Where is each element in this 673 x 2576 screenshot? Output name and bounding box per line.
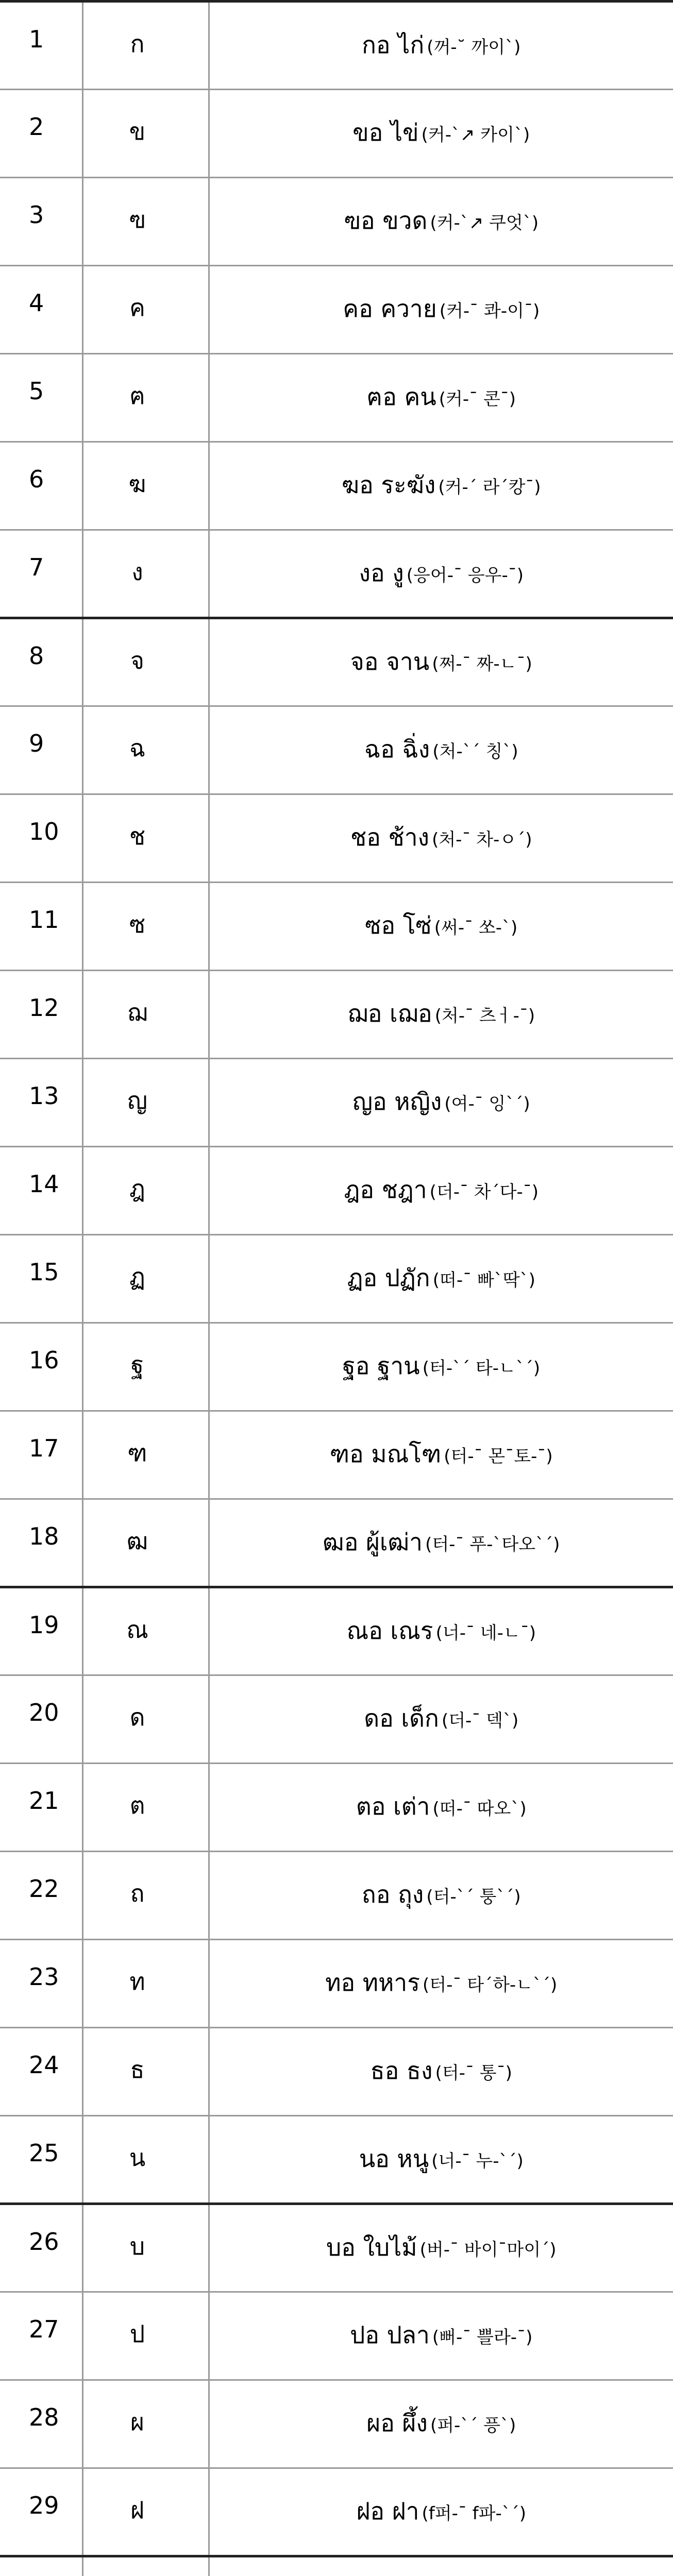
- letter-name-thai: ฆอ ระฆัง: [341, 471, 436, 499]
- row-number: 14: [0, 1147, 82, 1235]
- thai-letter: ฅ: [82, 354, 209, 442]
- thai-letter: จ: [82, 618, 209, 706]
- consonant-row: [0, 1059, 673, 1147]
- letter-name-thai: ฎอ ชฎา: [344, 1176, 427, 1204]
- letter-name-cell: [209, 354, 673, 442]
- consonant-row: [0, 618, 673, 706]
- row-number: 23: [0, 1940, 82, 2028]
- row-number: 22: [0, 1852, 82, 1940]
- letter-pronunciation-korean: (쩌-¯ 짜-ㄴ¯): [432, 654, 532, 674]
- thai-letter: ฏ: [82, 1235, 209, 1323]
- row-number: 3: [0, 178, 82, 266]
- letter-name-cell: [209, 2292, 673, 2380]
- letter-pronunciation-korean: (응어-¯ 응우-¯): [406, 565, 524, 586]
- letter-pronunciation-korean: (퍼-`´ 픙`): [430, 2415, 516, 2436]
- thai-letter: ถ: [82, 1852, 209, 1940]
- letter-pronunciation-korean: (터-¯ 몬¯토-¯): [444, 1446, 553, 1467]
- letter-name-cell: [209, 2, 673, 90]
- letter-name-thai: ตอ เต่า: [356, 1792, 430, 1820]
- consonant-row: [0, 178, 673, 266]
- letter-name-cell: [209, 2116, 673, 2204]
- letter-pronunciation-korean: (더-¯ 덱`): [441, 1710, 519, 1731]
- letter-name-thai: ฌอ เฌอ: [347, 999, 432, 1027]
- consonant-row: [0, 2292, 673, 2380]
- letter-pronunciation-korean: (너-¯ 네-ㄴ¯): [435, 1623, 536, 1643]
- letter-pronunciation-korean: (떠-¯ 빠`딱`): [432, 1270, 535, 1291]
- row-number: 10: [0, 794, 82, 883]
- letter-name-thai: ปอ ปลา: [350, 2321, 430, 2349]
- thai-letter: ฐ: [82, 1323, 209, 1411]
- letter-pronunciation-korean: (커-¯ 콘¯): [439, 389, 516, 410]
- thai-letter: ช: [82, 794, 209, 883]
- letter-name-thai: ธอ ธง: [370, 2057, 433, 2084]
- letter-pronunciation-korean: (f퍼-¯ f파-`´): [422, 2503, 527, 2524]
- letter-name-thai: ทอ ทหาร: [325, 1969, 420, 1996]
- letter-name-cell: [209, 2380, 673, 2468]
- consonant-row: [0, 1147, 673, 1235]
- consonant-row: [0, 530, 673, 618]
- row-number: 24: [0, 2028, 82, 2116]
- letter-name-thai: ณอ เณร: [346, 1617, 433, 1645]
- row-number: 27: [0, 2292, 82, 2380]
- letter-name-thai: งอ งู: [359, 559, 404, 587]
- row-number: 17: [0, 1411, 82, 1499]
- letter-name-thai: บอ ใบไม้: [326, 2233, 417, 2261]
- row-number: 29: [0, 2468, 82, 2556]
- consonant-row: [0, 266, 673, 354]
- consonant-row: [0, 794, 673, 883]
- letter-name-cell: [209, 1764, 673, 1852]
- thai-letter: ด: [82, 1675, 209, 1764]
- letter-name-cell: [209, 2028, 673, 2116]
- letter-name-thai: จอ จาน: [350, 648, 430, 675]
- thai-letter: ฆ: [82, 442, 209, 530]
- consonant-row: [0, 1499, 673, 1587]
- letter-name-cell: [209, 1059, 673, 1147]
- letter-name-cell: [209, 1499, 673, 1587]
- letter-name-cell: [209, 2556, 673, 2576]
- thai-letter: ธ: [82, 2028, 209, 2116]
- consonant-row: [0, 1323, 673, 1411]
- letter-pronunciation-korean: (터-¯ 타´하-ㄴ`´): [423, 1975, 558, 1995]
- row-number: 4: [0, 266, 82, 354]
- letter-name-thai: ดอ เด็ก: [364, 1704, 439, 1732]
- letter-pronunciation-korean: (꺼-˘ 까이`): [427, 37, 521, 58]
- letter-name-cell: [209, 1411, 673, 1499]
- thai-letter: ซ: [82, 883, 209, 971]
- letter-pronunciation-korean: (써-¯ 쏘-`): [434, 918, 518, 938]
- letter-pronunciation-korean: (터-`´ 퉁`´): [426, 1887, 521, 1907]
- thai-letter: ต: [82, 1764, 209, 1852]
- letter-name-thai: นอ หนู: [359, 2145, 429, 2173]
- letter-name-thai: ชอ ช้าง: [350, 823, 429, 851]
- letter-pronunciation-korean: (처-¯ 차-ㅇ´): [432, 829, 532, 850]
- letter-name-thai: ฐอ ฐาน: [342, 1352, 420, 1380]
- letter-pronunciation-korean: (터-`´ 타-ㄴ`´): [422, 1358, 541, 1379]
- letter-name-cell: [209, 2468, 673, 2556]
- row-number: 18: [0, 1499, 82, 1587]
- letter-name-thai: กอ ไก่: [362, 31, 425, 59]
- thai-letter: น: [82, 2116, 209, 2204]
- thai-letter: ญ: [82, 1059, 209, 1147]
- consonant-row: [0, 1411, 673, 1499]
- letter-pronunciation-korean: (떠-¯ 따오`): [432, 1799, 527, 1819]
- letter-name-cell: [209, 2204, 673, 2292]
- row-number: 5: [0, 354, 82, 442]
- letter-pronunciation-korean: (너-¯ 누-`´): [431, 2151, 524, 2172]
- row-number: 1: [0, 2, 82, 90]
- row-number: 12: [0, 971, 82, 1059]
- letter-pronunciation-korean: (커-´ 라´캉¯): [438, 477, 541, 498]
- letter-name-cell: [209, 971, 673, 1059]
- letter-name-cell: [209, 1587, 673, 1675]
- letter-name-cell: [209, 618, 673, 706]
- consonant-row: [0, 971, 673, 1059]
- consonant-row: [0, 1675, 673, 1764]
- letter-name-thai: ซอ โซ่: [365, 911, 432, 939]
- consonant-row: [0, 354, 673, 442]
- letter-pronunciation-korean: (커-`↗ 쿠엇`): [430, 213, 539, 233]
- letter-pronunciation-korean: (처-¯ 츠ㅓ-¯): [434, 1006, 535, 1026]
- consonant-row: [0, 1764, 673, 1852]
- thai-letter: ท: [82, 1940, 209, 2028]
- thai-letter: ฃ: [82, 178, 209, 266]
- row-number: 15: [0, 1235, 82, 1323]
- letter-pronunciation-korean: (터-¯ 통¯): [435, 2063, 512, 2083]
- consonant-row: [0, 2, 673, 90]
- letter-name-cell: [209, 266, 673, 354]
- row-number: 19: [0, 1587, 82, 1675]
- letter-name-cell: [209, 1235, 673, 1323]
- consonant-row: [0, 90, 673, 178]
- letter-name-cell: [209, 794, 673, 883]
- row-number: 20: [0, 1675, 82, 1764]
- letter-name-cell: [209, 1940, 673, 2028]
- thai-letter: ฝ: [82, 2468, 209, 2556]
- consonant-row: [0, 1587, 673, 1675]
- letter-name-thai: ถอ ถุง: [361, 1880, 424, 1908]
- row-number: 8: [0, 618, 82, 706]
- row-number: 7: [0, 530, 82, 618]
- row-number: 16: [0, 1323, 82, 1411]
- letter-name-thai: ฉอ ฉิ่ง: [364, 735, 430, 763]
- consonant-row: [0, 2468, 673, 2556]
- letter-name-cell: [209, 178, 673, 266]
- thai-letter: ฒ: [82, 1499, 209, 1587]
- letter-name-cell: [209, 706, 673, 794]
- thai-letter: ค: [82, 266, 209, 354]
- letter-name-thai: ญอ หญิง: [352, 1088, 442, 1115]
- letter-pronunciation-korean: (더-¯ 차´다-¯): [429, 1182, 539, 1202]
- letter-name-thai: ฒอ ผู้เฒ่า: [323, 1528, 423, 1556]
- consonant-row: [0, 2204, 673, 2292]
- row-number: 26: [0, 2204, 82, 2292]
- row-number: 2: [0, 90, 82, 178]
- letter-name-cell: [209, 1147, 673, 1235]
- consonant-row: [0, 2380, 673, 2468]
- letter-pronunciation-korean: (터-¯ 푸-`타오`´): [425, 1534, 560, 1555]
- letter-name-thai: คอ ควาย: [343, 295, 437, 323]
- letter-name-thai: ฏอ ปฏัก: [347, 1264, 430, 1292]
- consonant-row: [0, 442, 673, 530]
- consonant-row: [0, 2116, 673, 2204]
- thai-letter: ง: [82, 530, 209, 618]
- letter-pronunciation-korean: (여-¯ 잉`´): [444, 1094, 530, 1114]
- letter-pronunciation-korean: (뻐-¯ 쁠라-¯): [432, 2327, 533, 2348]
- row-number: 13: [0, 1059, 82, 1147]
- letter-name-thai: ฝอ ฝา: [356, 2497, 419, 2525]
- thai-letter: ฉ: [82, 706, 209, 794]
- row-number: 28: [0, 2380, 82, 2468]
- thai-letter: ผ: [82, 2380, 209, 2468]
- thai-letter: ฎ: [82, 1147, 209, 1235]
- thai-letter: บ: [82, 2204, 209, 2292]
- consonant-row: [0, 706, 673, 794]
- letter-name-thai: ฃอ ขวด: [344, 207, 428, 234]
- thai-letter: ป: [82, 2292, 209, 2380]
- row-number: [0, 2556, 82, 2576]
- row-number: 9: [0, 706, 82, 794]
- letter-pronunciation-korean: (처-`´ 칭`): [432, 741, 518, 762]
- thai-letter: ก: [82, 2, 209, 90]
- letter-name-cell: [209, 530, 673, 618]
- consonant-row: [0, 2028, 673, 2116]
- letter-name-cell: [209, 90, 673, 178]
- consonant-row: [0, 883, 673, 971]
- consonant-row: [0, 1235, 673, 1323]
- letter-name-cell: [209, 442, 673, 530]
- letter-name-thai: ขอ ไข่: [352, 118, 419, 146]
- row-number: 25: [0, 2116, 82, 2204]
- consonant-row: [0, 1940, 673, 2028]
- letter-name-cell: [209, 1852, 673, 1940]
- consonant-table-body: [0, 2, 673, 2576]
- thai-letter: ฌ: [82, 971, 209, 1059]
- letter-pronunciation-korean: (커-`↗ 카이`): [421, 125, 530, 145]
- letter-pronunciation-korean: (버-¯ 바이¯마이´): [419, 2240, 557, 2260]
- row-number: 11: [0, 883, 82, 971]
- row-number: 6: [0, 442, 82, 530]
- thai-letter: ข: [82, 90, 209, 178]
- consonant-row: [0, 2556, 673, 2576]
- letter-name-thai: ผอ ผึ้ง: [366, 2409, 428, 2437]
- letter-name-thai: ฅอ คน: [366, 383, 436, 411]
- letter-name-cell: [209, 883, 673, 971]
- thai-letter: [82, 2556, 209, 2576]
- letter-pronunciation-korean: (커-¯ 콰-이¯): [439, 301, 540, 321]
- row-number: 21: [0, 1764, 82, 1852]
- letter-name-cell: [209, 1675, 673, 1764]
- consonant-row: [0, 1852, 673, 1940]
- letter-name-thai: ฑอ มณโฑ: [329, 1440, 442, 1468]
- letter-name-cell: [209, 1323, 673, 1411]
- thai-letter: ฑ: [82, 1411, 209, 1499]
- thai-letter: ณ: [82, 1587, 209, 1675]
